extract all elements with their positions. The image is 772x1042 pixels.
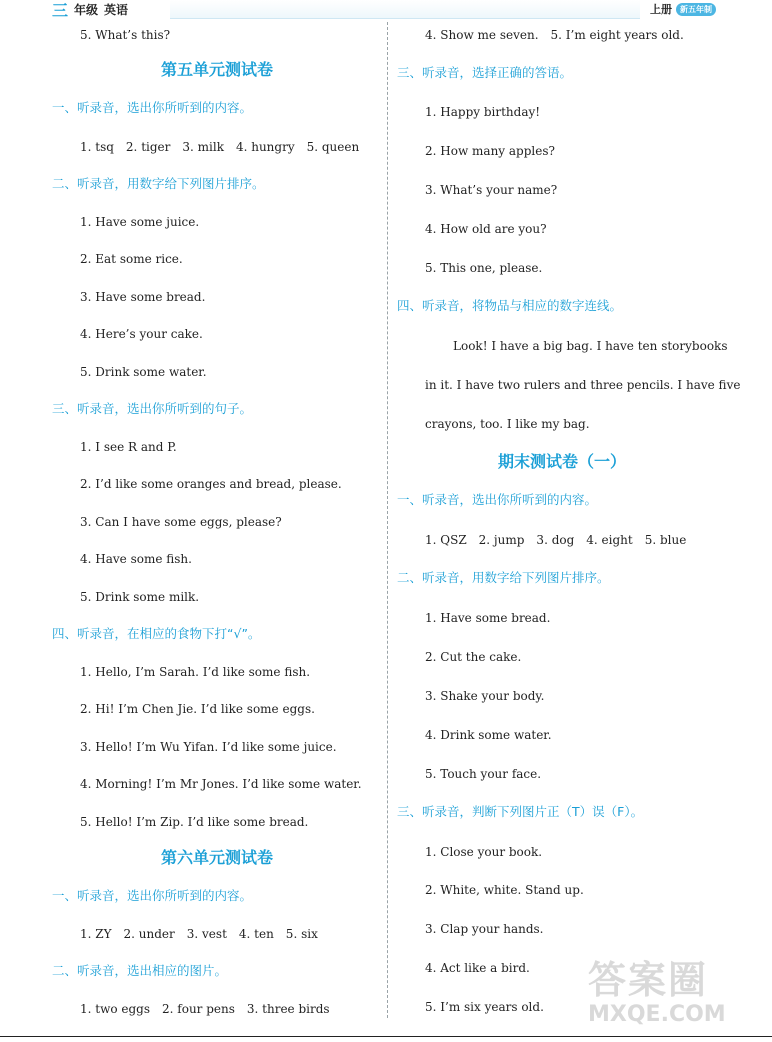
list-item: 5. This one, please. [425,261,543,275]
list-item: 1. tsq 2. tiger 3. milk 4. hungry 5. queen [80,140,360,154]
list-item: 1. Happy birthday! [425,105,541,119]
watermark [588,958,758,1040]
column-divider [387,22,388,1018]
list-item: 4. Morning! I’m Mr Jones. I’d like some water. [80,777,362,791]
list-item: 4. Here’s your cake. [80,327,203,341]
list-item: 3. Can I have some eggs, please? [80,515,282,529]
list-item: 5. Drink some water. [80,365,207,379]
list-item: 1. two eggs 2. four pens 3. three birds [80,1002,330,1016]
grade-subject-tag [52,0,172,18]
section-title: 第五单元测试卷 [160,60,273,79]
question-heading: 一、听录音，选出你所听到的内容。 [52,888,253,903]
list-item: 3. Hello! I’m Wu Yifan. I’d like some juice. [80,740,337,754]
list-item: 4. How old are you? [425,222,547,236]
list-item: 3. Clap your hands. [425,922,544,936]
list-item: 2. Eat some rice. [80,252,183,266]
list-item: 2. Cut the cake. [425,650,522,664]
bottom-rule [0,1036,772,1037]
list-item: 1. Hello, I’m Sarah. I’d like some fish. [80,665,311,679]
list-item: 5. Drink some milk. [80,590,200,604]
list-item: 5. I’m six years old. [425,1000,544,1014]
edition-badge: 新五年制 [676,3,716,16]
grade-number: 三 [52,0,69,20]
question-heading: 二、听录音，用数字给下列图片排序。 [397,570,610,585]
list-item: 4. Show me seven. 5. I’m eight years old. [425,28,684,42]
list-item: 3. Have some bread. [80,290,206,304]
grade-label: 年级 [74,2,99,17]
watermark-url: MXQE.COM [588,1002,726,1027]
list-item: 1. Have some bread. [425,611,551,625]
question-heading: 四、听录音，将物品与相应的数字连线。 [397,298,623,313]
list-item: 4. Act like a bird. [425,961,530,975]
volume-label: 上册 [650,3,672,16]
question-heading: 一、听录音，选出你所听到的内容。 [52,100,253,115]
header-band [170,0,640,19]
question-heading: 一、听录音，选出你所听到的内容。 [397,492,598,507]
volume-tag [650,0,716,18]
watermark-logo-text: 答案圈 [588,958,709,1002]
list-item: 5. What’s this? [80,28,171,42]
list-item: 3. What’s your name? [425,183,558,197]
list-item: 3. Shake your body. [425,689,545,703]
list-item: 5. Hello! I’m Zip. I’d like some bread. [80,815,309,829]
question-heading: 三、听录音，选出你所听到的句子。 [52,401,253,416]
passage-line: Look! I have a big bag. I have ten storybooks [453,339,728,353]
question-heading: 二、听录音，用数字给下列图片排序。 [52,176,265,191]
list-item: 1. I see R and P. [80,440,177,454]
page-header [0,0,772,22]
question-heading: 三、听录音，判断下列图片正（T）误（F）。 [397,804,644,819]
subject-label: 英语 [104,2,129,17]
question-heading: 三、听录音，选择正确的答语。 [397,65,573,80]
list-item: 5. Touch your face. [425,767,542,781]
list-item: 1. Have some juice. [80,215,200,229]
list-item: 4. Drink some water. [425,728,552,742]
question-heading: 四、听录音，在相应的食物下打“√”。 [52,626,261,641]
section-title: 第六单元测试卷 [160,848,273,867]
list-item: 2. I’d like some oranges and bread, please. [80,477,342,491]
list-item: 1. ZY 2. under 3. vest 4. ten 5. six [80,927,318,941]
section-title: 期末测试卷（一） [497,452,626,471]
passage-line: in it. I have two rulers and three pencils. I have five [425,378,741,392]
question-heading: 二、听录音，选出相应的图片。 [52,963,228,978]
list-item: 2. White, white. Stand up. [425,883,584,897]
list-item: 2. How many apples? [425,144,555,158]
list-item: 2. Hi! I’m Chen Jie. I’d like some eggs. [80,702,315,716]
list-item: 1. Close your book. [425,845,543,859]
list-item: 1. QSZ 2. jump 3. dog 4. eight 5. blue [425,533,687,547]
list-item: 4. Have some fish. [80,552,192,566]
passage-line: crayons, too. I like my bag. [425,417,590,431]
